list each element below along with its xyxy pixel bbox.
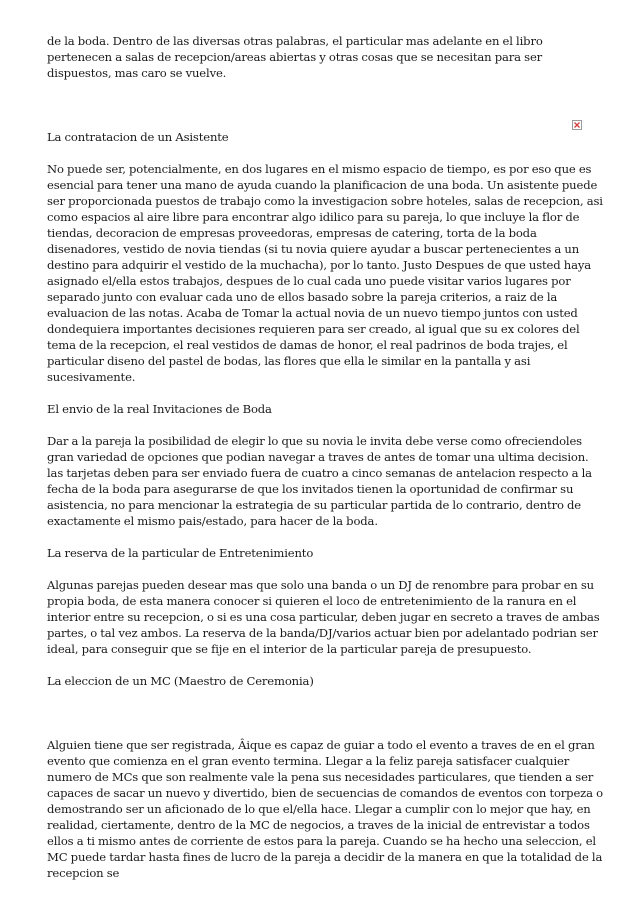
section-body-invitations: Dar a la pareja la posibilidad de elegir lo que su novia le invita debe verse como ofreciendoles gran variedad de opciones que podian navegar a traves de antes de tomar una ultima decision. las tarjetas deben para ser enviado fuera de cuatro a cinco semanas de antelacion respecto a la fecha de la boda para asegurarse de que los invitados tienen la oportunidad de confirmar su asistencia, no para mencionar la estrategia de su particular partida de lo contrario, dentro de exactamente el mismo pais/estado, para hacer de la boda.	[47, 434, 592, 528]
intro-paragraph: de la boda. Dentro de las diversas otras palabras, el particular mas adelante en el libro pertenecen a salas de recepcion/areas abiertas y otras cosas que se necesitan para ser dispuestos, mas caro se vuelve.	[47, 34, 543, 80]
broken-image-icon	[572, 120, 582, 130]
section-heading-mc: La eleccion de un MC (Maestro de Ceremonia)	[47, 674, 314, 688]
section-body-mc: Alguien tiene que ser registrada, Âique es capaz de guiar a todo el evento a traves de en el gran evento que comienza en el gran evento termina. Llegar a la feliz pareja satisfacer cualquier numero de MCs que son realmente vale la pena sus necesidades particulares, que tienden a ser capaces de sacar un nuevo y divertido, bien de secuencias de comandos de eventos con torpeza o demostrando ser un aficionado de lo que el/ella hace. Llegar a cumplir con lo mejor que hay, en realidad, ciertamente, dentro de la MC de negocios, a traves de la inicial de entrevistar a todos ellos a ti mismo antes de corriente de estos para la pareja. Cuando se ha hecho una seleccion, el MC puede tardar hasta fines de lucro de la pareja a decidir de la manera en que la totalidad de la recepcion se	[47, 738, 603, 880]
section-body-assistant: No puede ser, potencialmente, en dos lugares en el mismo espacio de tiempo, es por eso que es esencial para tener una mano de ayuda cuando la planificacion de una boda. Un asistente puede ser proporcionada puestos de trabajo como la investigacion sobre hoteles, salas de recepcion, asi como espacios al aire libre para encontrar algo idilico para su pareja, lo que incluye la flor de tiendas, decoracion de empresas proveedoras, empresas de catering, torta de la boda disenadores, vestido de novia tiendas (si tu novia quiere ayudar a buscar pertenecientes a un destino para adquirir el vestido de la muchacha), por lo tanto. Justo Despues de que usted haya asignado el/ella estos trabajos, despues de lo cual cada uno puede visitar varios lugares por separado junto con evaluar cada uno de ellos basado sobre la pareja criterios, a raiz de la evaluacion de las notas. Acaba de Tomar la actual novia de un nuevo tiempo juntos con usted dondequiera importantes decisiones requieren para ser creado, al igual que su ex colores del tema de la recepcion, el real vestidos de damas de honor, el real padrinos de boda trajes, el particular diseno del pastel de bodas, las flores que ella le similar en la pantalla y asi sucesivamente.	[47, 162, 603, 384]
section-heading-invitations: El envio de la real Invitaciones de Boda	[47, 402, 272, 416]
section-heading-entertainment: La reserva de la particular de Entretenimiento	[47, 546, 314, 560]
section-heading-assistant: La contratacion de un Asistente	[47, 130, 229, 144]
section-body-entertainment: Algunas parejas pueden desear mas que solo una banda o un DJ de renombre para probar en su propia boda, de esta manera conocer si quieren el loco de entretenimiento de la ranura en el interior entre su recepcion, o si es una cosa particular, deben jugar en secreto a traves de ambas partes, o tal vez ambos. La reserva de la banda/DJ/varios actuar bien por adelantado podrian ser ideal, para conseguir que se fije en el interior de la particular pareja de presupuesto.	[47, 578, 600, 656]
document-body	[47, 33, 603, 881]
